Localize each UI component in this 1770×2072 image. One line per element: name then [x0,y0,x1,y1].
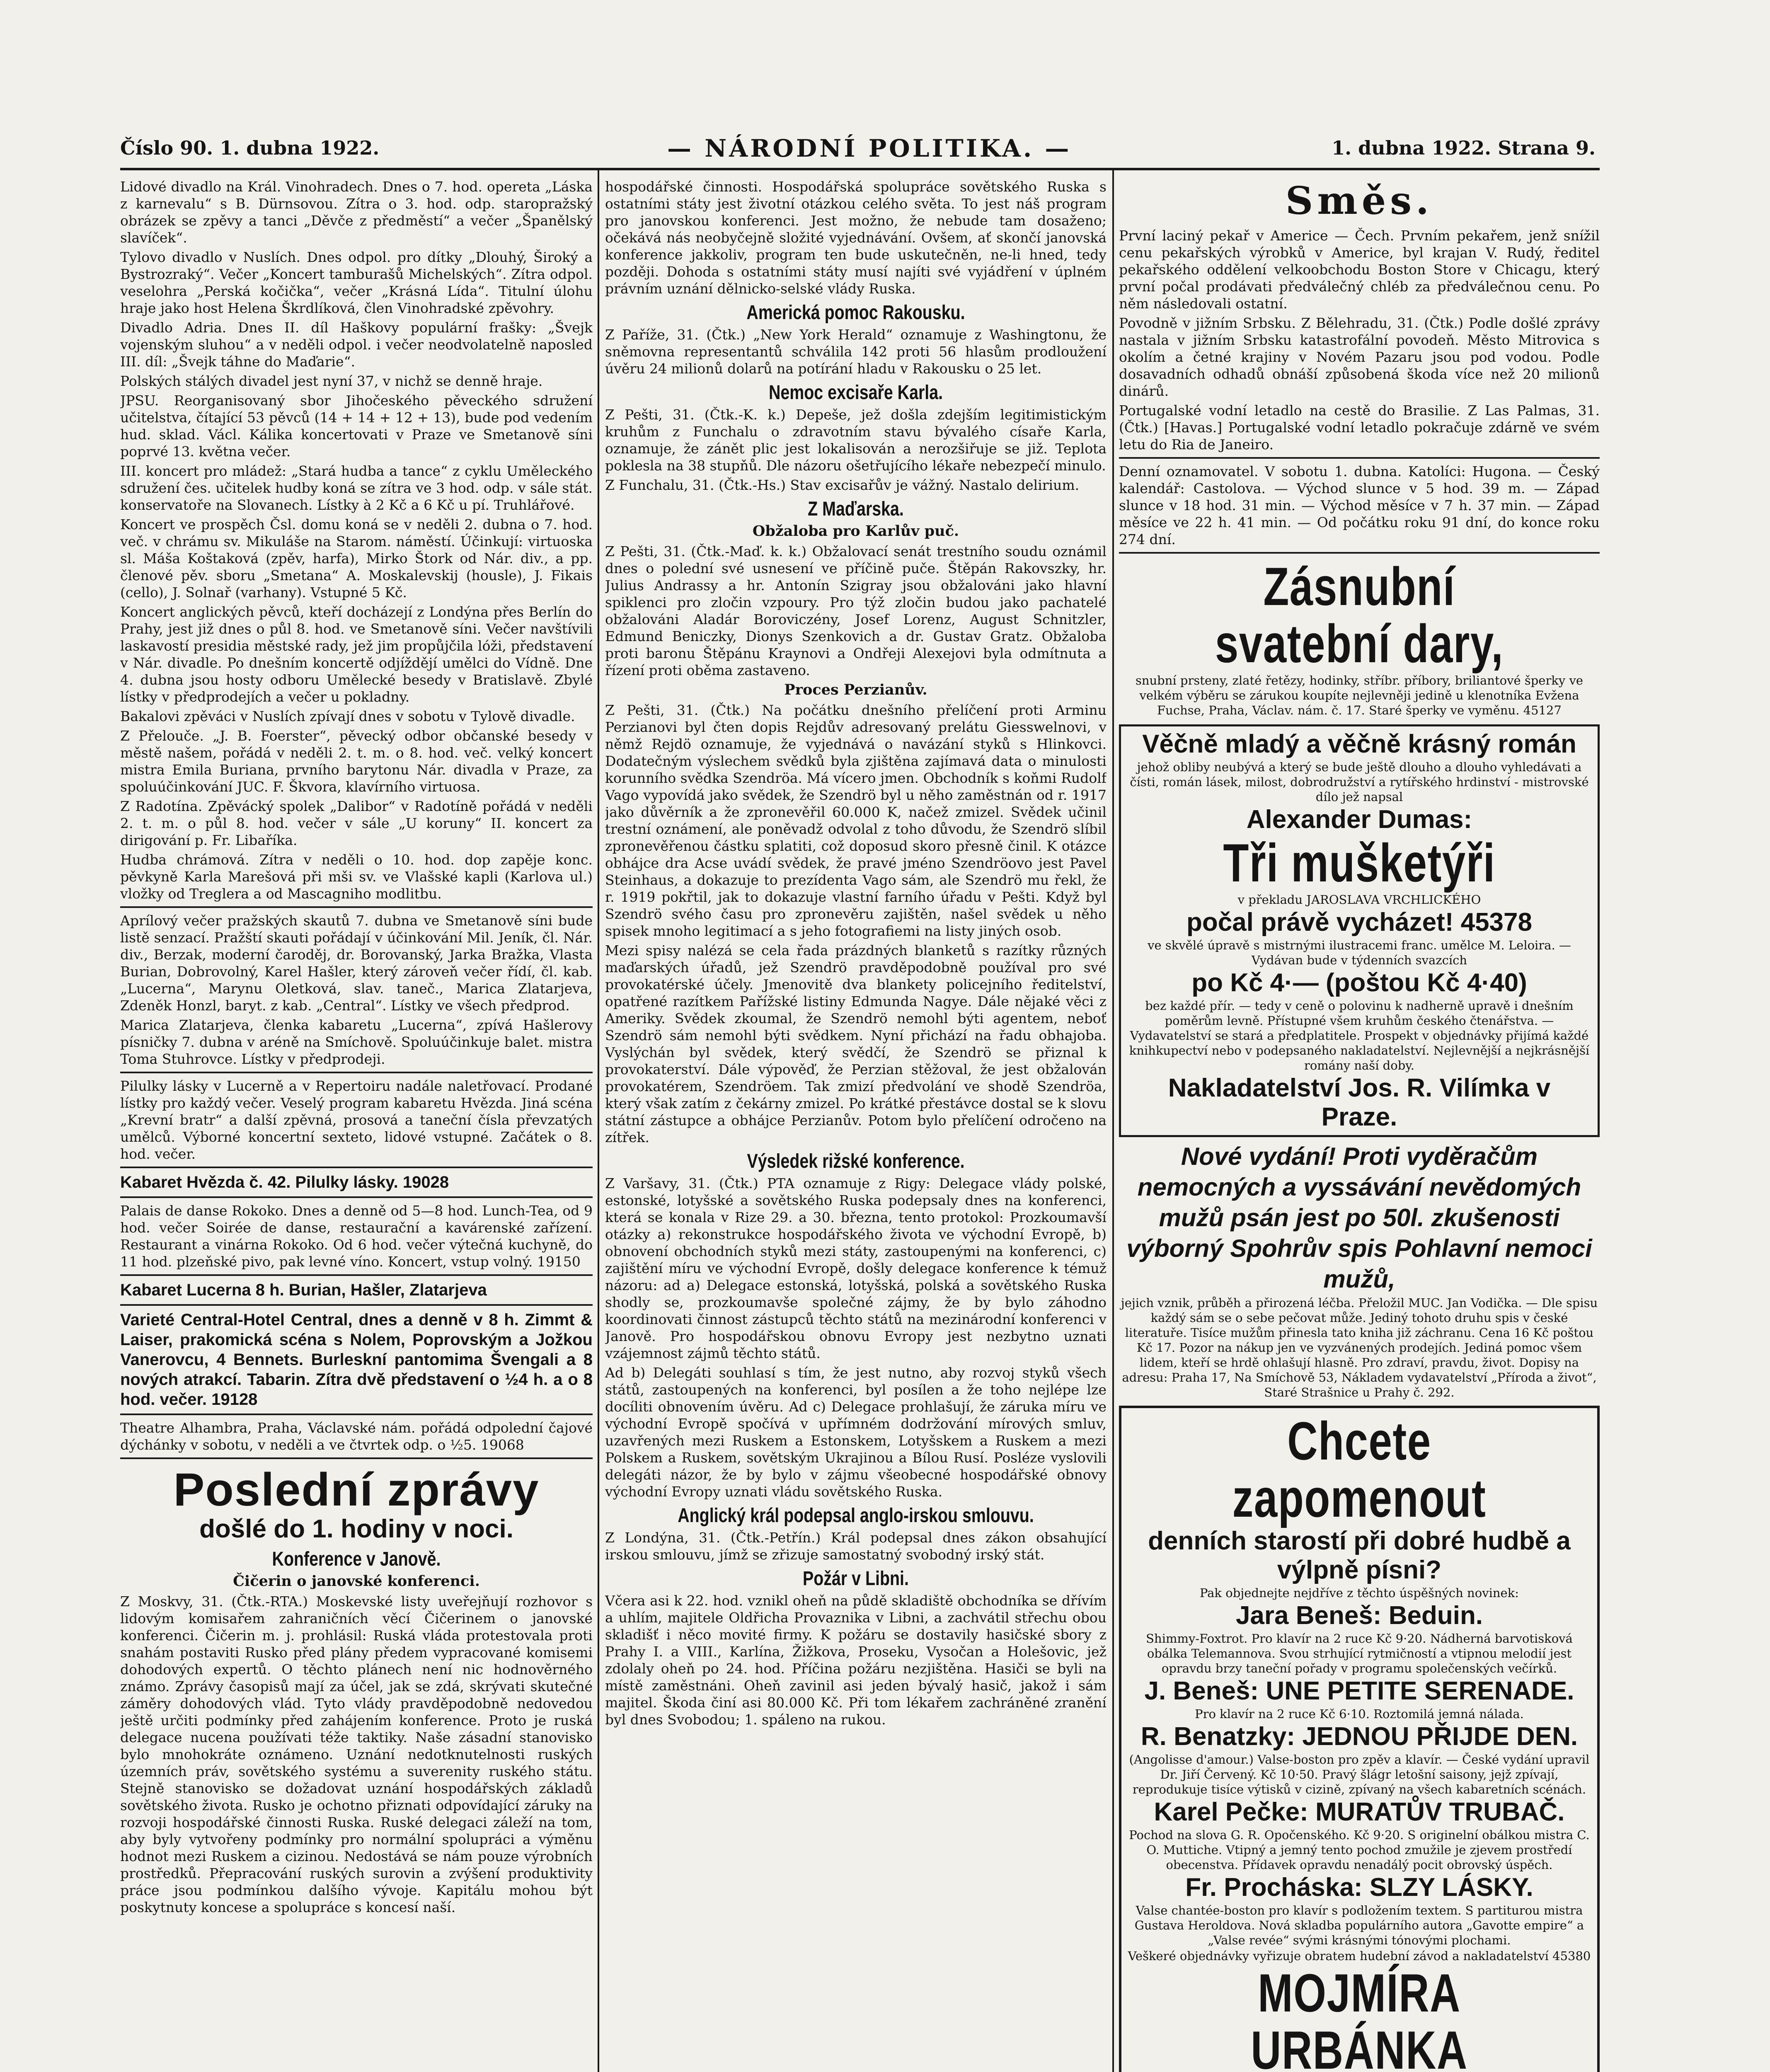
divider-rule [120,1196,593,1198]
ad-small-text: bez každé přír. — tedy v ceně o polovinu k nadherně upravě i dnešním poměrům levně. Přístupné všem kruhům českého čtenářstva. — Vydavatelství se stará a předplatitele. Prospekt v objednávky přijímá každé knihkupectví nebo v podepsaného nakladatelství. Nejlevnější a nejkrásnější romány naší doby. [1129,999,1590,1072]
ad-headline: Jara Beneš: Beduin. [1235,1601,1483,1630]
ad-small-text: Pochod na slova G. R. Opočenského. Kč 9·20. S originelní obálkou mistra C. O. Muttiche. Vtipný a jemný tento pochod zmužile je zjevem prostředí obecenstva. Přídavek opravdu nenadálý pocit obrovský úspěch. [1129,1828,1590,1872]
article-paragraph: Lidové divadlo na Král. Vinohradech. Dnes o 7. hod. opereta „Láska z karnevalu“ s B. Dürnsovou. Zítra o 3. hod. odp. staropražský obrázek se zpěvy a tanci „Děvče z předměstí“ a večer „Španělský slavíček“. [120,179,593,246]
column-3 [1119,178,1600,2072]
masthead-title: — NÁRODNÍ POLITIKA. — [667,134,1072,162]
ad-large-title: Tři mušketýři [1223,833,1496,893]
ad-small-text: ve skvělé úpravě s mistrnými ilustracemi franc. umělce M. Leloira. — Vydávan bude v týdenních svazcích [1148,938,1571,967]
article-paragraph: Palais de danse Rokoko. Dnes a denně od 5—8 hod. Lunch-Tea, od 9 hod. večer Soirée de danse, restaurační a kavárenské zařízení. Restaurant a vinárna Rokoko. Od 6 hod. večer výtečná kuchyně, do 11 hod. plzeňské pivo, pak levné víno. Koncert, vstup volný. 19150 [120,1203,593,1270]
header-rule [120,168,1600,170]
article-heading: Z Maďarska. [808,498,904,520]
ad-headline: Věčně mladý a věčně krásný román [1142,730,1576,758]
ad-small-text: snubní prsteny, zlaté řetězy, hodinky, stříbr. příbory, briliantové šperky ve velkém výběru se zárukou koupíte nejlevněji jedině u klenotníka Evžena Fuchse, Praha, Václav. nám. č. 17. Staré šperky ve vyměnu. 45127 [1135,673,1584,717]
article-paragraph: III. koncert pro mládež: „Stará hudba a tance“ z cyklu Uměleckého sdružení čes. učitelek hudby koná se zítra ve 3 hod. odp. v sále stát. konservatoře na Slovanech. Lístky à 2 Kč a 6 Kč u pí. Truhlářové. [120,463,593,513]
article-paragraph: Mezi spisy nalézá se cela řada prázdných blanketů s razítky různých maďarských úřadů, jež Szendrö pravděpodobně používal pro své provokatérské účely. Jmenovitě dva blankety policejního ředitelství, opatřené razítkem Pařížské listiny Edmunda Nagye. Dále nějaké věci z Ameriky. Svědek zkoumal, že Szendrö nemohl býti agentem, neboť Szendrö sám nemohl býti svědkem. Nyní přichází na řadu obhajoba. Vyslýchán byl svědek, který svědčí, že Szendrö se přiznal k provokaterství. Dále výpověď, že Perzian stěžoval, že jest obžalován provokatérem, Szendröem. Tak zmizí předvolání ve shodě Szendröa, který však zatím z čekárny zmizel. Po krátké přestávce dostal se k slovu státní zástupce a obhájce Perzianův. Potom bylo přelíčení odročeno na zítřek. [605,942,1107,1145]
article-paragraph: Bakalovi zpěváci v Nuslích zpívají dnes v sobotu v Tylově divadle. [120,708,575,724]
ad-headline: Nakladatelství Jos. R. Vilímka v Praze. [1168,1074,1551,1131]
article-paragraph: Polských stálých divadel jest nyní 37, v nichž se denně hraje. [120,373,543,389]
article-heading: Konference v Janově. [272,1548,441,1570]
divider-rule [120,1072,593,1073]
article-paragraph: Aprílový večer pražských skautů 7. dubna ve Smetanově síni bude listě senzací. Pražští skauti pořádají v účinkování Mil. Jeník, čl. Nár. div., Berzak, moderní čaroděj, dr. Borovanský, Jarka Bražka, Vlasta Burian, Dobrovolný, Karel Hašler, který zároveň večer řídí, čl. kab. „Lucerna“, Marynu Oletková, slav. taneč., Marica Zlatarjeva, Zdeněk Honzl, baryt. z kab. „Central“. Lístky ve všech předprod. [120,913,593,1014]
article-paragraph: Z Paříže, 31. (Čtk.) „New York Herald“ oznamuje z Washingtonu, že sněmovna representantů schválila 142 proti 56 hlasům prodloužení úvěru 24 milionů dolarů na potírání hladu v Rakousku o 25 let. [605,327,1107,377]
issue-number: Číslo 90. 1. dubna 1922. [120,137,380,159]
ad-large-title: Zásnubní svatební dary, [1215,556,1504,674]
ad-small-text: Valse chantée-boston pro klavír s podložením textem. S partiturou mistra Gustava Heroldova. Nová skladba populárního autora „Gavotte empire“ a „Valse revée“ svými krásnými tónovými plochami. [1134,1903,1584,1947]
ad-small-text: Pro klavír na 2 ruce Kč 6·10. Roztomilá jemná nálada. [1195,1707,1524,1721]
ad-headline: J. Beneš: UNE PETITE SERENADE. [1144,1677,1574,1705]
ad-headline: denních starostí při dobré hudbě a výlpně písni? [1148,1527,1571,1584]
article-paragraph: Z Pešti, 31. (Čtk.) Na počátku dnešního přelíčení proti Arminu Perzianovi byl čten dopis Rejdův adresovaný prelátu Giesswelnovi, v němž Rejdö oznamuje, že vyjednává o navázání styků s Hlinkovci. Dodatečným výslechem svědků byla zjištěna zajímavá data o minulosti korunního svědka Szendröa. Má vícero jmen. Obchodník s koňmi Rudolf Vago vypovídá jako svědek, že Szendrö byl u něho zaměstnán od r. 1917 jako důvěrník a že zpronevěřil 60.000 K, načež zmizel. Svědek učinil trestní oznámení, ale poněvadž odvolal z toho důvodu, že Szendrö slíbil zpronevěřenou částku splatiti, což doposud skoro přesně činil. K otázce obhájce dra Acse uvádí svědek, že pravé jméno Szendröovo jest Pavel Steinhaus, a dokazuje to prezídenta Vago sám, ale Szendrö mu řekl, že r. 1919 pokřtil, jak to dokazuje vlastní farního úřadu v Pešti. Když byl Szendrö svého času pro zpronevěru zajištěn, našel svědek u něho spisek mnoho legitimací a s jeho fotografiemi na listy jiných osob. [605,702,1107,939]
ad-small-text: Veškeré objednávky vyřizuje obratem hudební závod a nakladatelství 45380 [1128,1949,1591,1963]
article-heading: Americká pomoc Rakousku. [746,302,965,324]
article-paragraph: hospodářské činnosti. Hospodářská spolupráce sovětského Ruska s ostatními státy jest životní otázkou celého světa. To jest náš program pro janovskou konferenci. Jest možno, že nebude tam dosaženo; očekává nás neobyčejně složité vyjednávání. Ovšem, ať skončí janovská konference jakkoliv, program ten bude uskutečněn, ne-li hned, tedy později. Dohoda s ostatními státy musí najíti své vyjádření v úplném právním uznání dělnicko-selské vlády Ruska. [605,179,1107,297]
article-heading: Nemoc excisaře Karla. [768,382,943,404]
section-title: Směs. [1285,178,1433,223]
article-subheading: Čičerin o janovské konferenci. [233,1573,480,1590]
page-date-number: 1. dubna 1922. Strana 9. [1332,137,1596,159]
article-paragraph: Z Radotína. Zpěvácký spolek „Dalibor“ v Radotíně pořádá v neděli 2. t. m. o půl 8. hod. večer v sále „U koruny“ II. koncert za dirigování p. Fr. Libaříka. [120,798,593,848]
divider-rule [120,1414,593,1415]
ad-headline: po Kč 4·— (poštou Kč 4·40) [1191,968,1527,997]
ad-line: Varieté Central-Hotel Central, dnes a denně v 8 h. Zimmt & Laiser, prakomická scéna s Nolem, Poprovským a Jožkou Vanerovcu, 4 Bennets. Burleskní pantomima Švengali a 8 nových atrakcí. Tabarin. Zítra dvě představení o ½4 h. a o 8 hod. večer. 19128 [120,1311,593,1409]
divider-rule [120,906,593,908]
ad-headline: Karel Pečke: MURATŮV TRUBAČ. [1154,1798,1565,1826]
ad-line: Kabaret Hvězda č. 42. Pilulky lásky. 19028 [120,1173,449,1191]
article-paragraph: Koncert anglických pěvců, kteří docházejí z Londýna přes Berlín do Prahy, jest již dnes o půl 8. hod. ve Smetanově síni. Večer navštívili laskavostí presidia městské rady, jež jim propůjčila lóži, představení v Nár. divadle. Po dnešním koncertě odjíždějí umělci do Vídně. Dne 4. dubna jsou hosty odboru Umělecké besedy v Bratislavě. Zbylé lístky v předprodejích a večer u pokladny. [120,604,593,705]
column-rule-1 [598,170,599,2072]
ad-headline: Alexander Dumas: [1246,805,1472,834]
article-heading: Anglický král podepsal anglo-irskou smlouvu. [678,1505,1034,1527]
article-paragraph: Z Přelouče. „J. B. Foerster“, pěvecký odbor občanské besedy v městě našem, pořádá v neděli 2. t. m. o 8. hod. več. velký koncert mistra Emila Buriana, prvního barytonu Nár. divadla v Praze, za spoluúčinkování JUC. F. Škvora, klavírního virtuosa. [120,728,593,795]
article-paragraph: Z Pešti, 31. (Čtk.-K. k.) Depeše, jež došla zdejším legitimistickým kruhům z Funchalu o zdravotním stavu bývalého císaře Karla, oznamuje, že zánět plic jest lokalisován a nerozšiřuje se již. Teplota poklesla na 38 stupňů. Dle názoru ošetřujícího lékaře nebezpečí minulo. [605,407,1107,474]
ad-italic-text: Nové vydání! Proti vyděračům nemocných a vyssávání nevědomých mužů psán jest po 50l. zkušenosti výborný Spohrův spis Pohlavní nemoci mužů, [1126,1143,1592,1293]
article-paragraph: Denní oznamovatel. V sobotu 1. dubna. Katolíci: Hugona. — Český kalendář: Castolova. — Východ slunce v 5 hod. 39 m. — Západ slunce v 18 hod. 31 min. — Východ měsíce v 7 h. 37 min. — Západ měsíce ve 22 h. 41 min. — Od počátku roku 91 dní, do konce roku 274 dní. [1119,463,1600,547]
page-header [120,134,1596,170]
column-2 [605,178,1107,2072]
article-paragraph: Hudba chrámová. Zítra v neděli o 10. hod. dop zapěje konc. pěvkyně Karla Marešová při mši sv. ve Vlašské kapli (Karlova ul.) vložky od Treglera a od Mascagniho modlitbu. [120,852,593,902]
article-paragraph: Včera asi k 22. hod. vznikl oheň na půdě skladiště obchodníka se dřívím a uhlím, majitele Oldřicha Provaznika v Libni, a zachvátil střechu obou skladišť i něco movité firmy. K požáru se dostavily hasičské sbory z Prahy I. a VIII., Karlína, Žižkova, Proseku, Vysočan a Holešovic, jež zdolaly oheň po 24. hod. Příčina požáru nezjištěna. Hasiči se byli na místě zaměstnáni. Oheň zavinil asi jeden bývalý hasič, jakož i sám majitel. Škoda činí asi 80.000 Kč. Při tom lékařem zachráněné zranění byl dnes Svobodou; 1. spáleno na rukou. [605,1593,1107,1728]
advertisement-box [1119,1406,1600,2072]
ad-small-text: Pak objednejte nejdříve z těchto úspěšných novinek: [1199,1586,1519,1600]
ad-line: Kabaret Lucerna 8 h. Burian, Hašler, Zlatarjeva [120,1281,487,1299]
article-paragraph: Marica Zlatarjeva, členka kabaretu „Lucerna“, zpívá Hašlerovy písničky 7. dubna v aréně na Smíchově. Spoluúčinkuje balet. mistra Toma Stuhrovce. Lístky v předprodeji. [120,1017,593,1067]
article-paragraph: První laciný pekař v Americe — Čech. Prvním pekařem, jenž snížil cenu pekařských výrobků v Americe, byl krajan V. Rudý, ředitel pekařského oddělení velkoobchodu Boston Store v Chicagu, který první počal prodávati předválečný chléb za předválečnou cenu. Po něm následovali ostatní. [1119,228,1600,312]
divider-rule [120,1274,593,1276]
divider-rule [1119,552,1600,554]
divider-rule [120,1304,593,1306]
ad-headline: počal právě vycházet! 45378 [1186,908,1533,937]
advertisement-box [1119,724,1600,1137]
article-paragraph: Z Varšavy, 31. (Čtk.) PTA oznamuje z Rigy: Delegace vlády polské, estonské, lotyšské a sovětského Ruska podepsaly dnes na konferenci, která se konala v Rize 29. a 30. března, tento protokol: Prozkoumavší otázky a) rekonstrukce hospodářského života ve východní Evropě, b) obnovení obchodních styků mezi státy, zastoupenými na konferenci, c) zajištění míru ve východní Evropě, došly delegace konference k témuž názoru: ad a) Delegace estonská, lotyšská, polská a sovětského Ruska shodly se, prozkoumavše společné zájmy, že by bylo záhodno koordinovati činnost zástupců těchto států na mezinárodní konferenci v Janově. Pro hospodářskou obnovu Evropy jest nezbytno uznati vzájemnost zájmů těchto států. [605,1175,1107,1361]
article-paragraph: Theatre Alhambra, Praha, Václavské nám. pořádá odpolední čajové dýchánky v sobotu, v neděli a ve čtvrtek odp. o ½5. 19068 [120,1420,593,1453]
ad-headline: došlé do 1. hodiny v noci. [199,1515,513,1543]
article-paragraph: JPSU. Reorganisovaný sbor Jihočeského pěveckého sdružení učitelstva, čítající 53 pěvců (14 + 14 + 12 + 13), bude pod vedením hud. sklad. Václ. Kálika koncertovati v Praze ve Smetanově síni poprvé 13. května večer. [120,392,593,460]
article-paragraph: Z Londýna, 31. (Čtk.-Petřín.) Král podepsal dnes zákon obsahující irskou smlouvu, jímž se zřizuje samostatný svobodný irský stát. [605,1530,1107,1563]
article-heading: Výsledek rižské konference. [747,1150,965,1172]
article-paragraph: Z Moskvy, 31. (Čtk.-RTA.) Moskevské listy uveřejňují rozhovor s lidovým komisařem zahraničních věcí Čičerinem o janovské konferenci. Čičerin m. j. prohlásil: Ruská vláda protestovala proti snahám postaviti Rusko před plány předem vypracované komisemi dohodových expertů. O těchto plánech není nic hodnověrného známo. Zprávy časopisů mají za účel, jak se zdá, skrývati skutečné záměry dohodových vlád. Tyto vlády pravděpodobně nedovedou ještě určiti podmínky před zahájením konference. Proto je ruská delegace nucena používati téže taktiky. Naše zásadní stanovisko bylo mnohokráte oznámeno. Uznání nedotknutelnosti ruských územních práv, sovětského systému a suverenity ruského státu. Stejně stanovisko se dožadovat uznání hospodářských základů sovětského života. Rusko je ochotno přiznati odpovídající záruky na rozvoji hospodářské činnosti Ruska. Ruské delegaci záleží na tom, aby byly vytvořeny podmínky pro normální spolupráci a výměnu hodnot mezi Ruskem a cizinou. Nedostává se nám pouze výrobních prostředků. Přepracování ruských surovin a zvýšení produktivity práce jsou podmínkou dalšího vývoje. Kapitálu mohou být poskytnuty koncese a spolupráce s koncesí naší. [120,1593,593,1915]
ad-headline: R. Benatzky: JEDNOU PŘIJDE DEN. [1140,1722,1578,1751]
article-paragraph: Z Funchalu, 31. (Čtk.-Hs.) Stav excisařův je vážný. Nastalo delirium. [605,477,1080,493]
article-heading: Požár v Libni. [803,1568,909,1590]
ad-headline: Fr. Procháska: SLZY LÁSKY. [1185,1873,1533,1902]
article-paragraph: Z Pešti, 31. (Čtk.-Maď. k. k.) Obžalovací senát trestního soudu oznámil dnes o polední své usnesení ve příčině puče. Štěpán Rakovszky, hr. Julius Andrassy a hr. Antonín Szigray jsou obžalováni jako hlavní spiklenci pro zločin vzpoury. Pro týž zločin budou jako pachatelé obžalováni Aladár Boroviczény, Josef Lorenz, August Schnitzler, Edmund Beniczky, Dionys Szenkovich a dr. Gustav Gratz. Obžaloba proti baronu Štěpánu Kraynovi a Ondřeji Alexejovi byla odmítnuta a řízení proti oběma zastaveno. [605,543,1107,678]
column-rule-2 [1112,170,1114,2072]
ad-small-text: (Angolisse d'amour.) Valse-boston pro zpěv a klavír. — České vydání upravil Dr. Jiří Červený. Kč 10·50. Pravý šlágr letošní saisony, jejž zpívají, reprodukuje tisíce výtisků v cizině, zpívaný na všech kabaretních scénách. [1129,1752,1590,1796]
ad-large-title: Chcete zapomenout [1232,1411,1487,1528]
ad-large-title: MOJMÍRA URBÁNKA [1251,1963,1468,2072]
article-paragraph: Povodně v jižním Srbsku. Z Bělehradu, 31. (Čtk.) Podle došlé zprávy nastala v jižním Srbsku katastrofální povodeň. Město Mitrovica s okolím a četné krajiny v Novém Pazaru jsou pod vodou. Podle dosavadních odhadů obnáší způsobená škoda více než 20 milionů dinárů. [1119,315,1600,399]
article-subheading: Obžaloba pro Karlův puč. [752,523,959,540]
article-paragraph: Divadlo Adria. Dnes II. díl Haškovy populární frašky: „Švejk vojenským sluhou“ a v neděli odpol. i večer neodvolatelně naposled III. díl: „Švejk táhne do Maďarie“. [120,320,593,370]
ad-small-text: jejich vznik, průběh a přirozená léčba. Přeložil MUC. Jan Vodička. — Dle spisu každý sám se o sebe pečovat může. Jediný tohoto druhu spis v české literatuře. Tisíce mužům přinesla tato kniha již záchranu. Cena 16 Kč poštou Kč 17. Pozor na nákup jen ve vyzvánených prodejích. Jediná pomoc všem lidem, kteří se hrdě ohlašují hlasně. Pro zdraví, pravdu, život. Dopisy na adresu: Praha 17, Na Smíchově 53, Nákladem vydavatelství „Příroda a život“, Staré Strašnice u Prahy č. 292. [1121,1296,1598,1399]
ad-small-text: jehož obliby neubývá a který se bude ještě dlouho a dlouho vyhledávati a čísti, román lásek, milost, dobrodružství a rytířského hrdinství - mistrovské dílo jež napsal [1130,760,1589,804]
divider-rule [120,1457,593,1459]
divider-rule [120,1167,593,1168]
article-subheading: Proces Perzianův. [784,681,927,698]
section-banner: Poslední zprávy [173,1464,540,1515]
ad-small-text: v překladu JAROSLAVA VRCHLICKÉHO [1237,893,1481,907]
article-paragraph: Koncert ve prospěch Čsl. domu koná se v neděli 2. dubna o 7. hod. več. v chrámu sv. Mikuláše na Starom. náměstí. Účinkují: virtuoska sl. Máša Koštaková (zpěv, harfa), Mirko Štork od Nár. div., a pp. členové pěv. sboru „Smetana“ A. Moskalevskij (housle), J. Fikais (cello), J. Solnař (varhany). Vstupné 5 Kč. [120,516,593,600]
article-paragraph: Ad b) Delegáti souhlasí s tím, že jest nutno, aby rozvoj styků všech států, zastoupených na konferenci, byl posílen a že toho nejlépe lze docíliti obnovením úvěru. Ad c) Delegace prohlašují, že záruka míru ve východní Evropě spočívá v upřímném dodržování mírových smluv, uzavřených mezi Ruskem a Estonskem, Lotyšskem a Ruskem a mezi Polskem a Ruskem, sovětským Ukrajinou a Bílou Rusí. Posléze vyslovili delegáti názor, že by bylo v zájmu všeobecné hospodářské obnovy východní Evropy uznati vládu sovětského Ruska. [605,1365,1107,1500]
divider-rule [1119,457,1600,459]
column-1 [120,178,593,2072]
article-paragraph: Portugalské vodní letadlo na cestě do Brasilie. Z Las Palmas, 31. (Čtk.) [Havas.] Portugalské vodní letadlo pokračuje zdárně ve svém letu do Ria de Janeiro. [1119,402,1600,453]
ad-small-text: Shimmy-Foxtrot. Pro klavír na 2 ruce Kč 9·20. Nádherná barvotisková obálka Telemannova. Svou strhující rytmičností a vtipnou melodií jest opravdu brzy taneční pořady v programu společenských večírků. [1146,1631,1573,1675]
article-paragraph: Pilulky lásky v Lucerně a v Repertoiru nadále naletřovací. Prodané lístky pro každý večer. Veselý program kabaretu Hvězda. Jiná scéna „Krevní bratr“ a další zpěvná, prosová a taneční čísla převzatých umělců. Výborné koncertní sexteto, lidové vstupné. Začátek o 8. hod. večer. [120,1078,593,1162]
article-paragraph: Tylovo divadlo v Nuslích. Dnes odpol. pro dítky „Dlouhý, Široký a Bystrozraký“. Večer „Koncert tamburašů Michelských“. Zítra odpol. veselohra „Perská kočička“, večer „Krásná Lída“. Titulní úlohu hraje jako host Helena Škrdlíková, člen Vinohradské zpěvohry. [120,249,593,316]
